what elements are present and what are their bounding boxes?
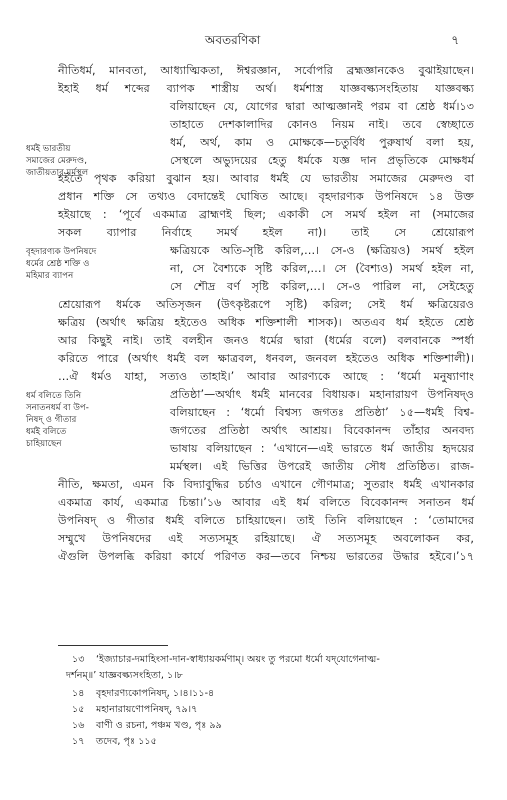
margin-note-line: ধর্মই ভারতীয় — [26, 144, 71, 154]
text-line: নীতি, ক্ষমতা, এমন কি বিদ্যাবুদ্ধির চর্চাও এখানে গৌণমাত্র; সুতরাং ধর্মই এখানকার — [58, 478, 474, 491]
text-line: প্রতিষ্ঠা’—অর্থাৎ ধর্মই মানবের বিধায়ক। মহানারায়ণ উপনিষদ্‌ও — [170, 388, 474, 401]
text-line: ক্ষত্রিয় (অর্থাৎ ক্ষত্রিয় হইতেও অধিক শক্তিশালী শাসক)। অতএব ধর্ম হইতে শ্রেষ্ঠ — [58, 316, 474, 329]
text-line: না, সে বৈশ্যকে সৃষ্টি করিল,…। সে (বৈশ্যও) সমর্থ হইল না, — [170, 262, 474, 275]
margin-note-line: বৃহদারণ্যক উপনিষদে — [26, 247, 97, 257]
page-header — [0, 32, 507, 52]
footnote-text: ‘ইজ্যাচার-দমাহিংসা-দান-স্বাধ্যায়কর্মণাম্। অয়ং তু পরমো ধর্মো যদ্‌যোগেনাত্ম- — [96, 654, 380, 665]
text-line: আর কিছুই নাই। তাই বলহীন জনও ধর্মের দ্বারা (ধর্মের বলে) বলবানকে স্পর্ধা — [58, 334, 474, 347]
text-line: হইতে পৃথক করিয়া বুঝান হয়। আবার ধর্মই যে ভারতীয় সমাজের মেরুদণ্ড বা — [58, 172, 474, 185]
footnote-text: বৃহদারণ্যকোপনিষদ্‌, ১।৪।১১-৪ — [96, 688, 215, 699]
footnote-text: বাণী ও রচনা, পঞ্চম খণ্ড, পৃঃ ৯৯ — [96, 720, 222, 731]
footnote-number: ১৩ — [72, 654, 85, 665]
text-line: ভাষায় বলিয়াছেন : ‘এখানে—এই ভারতে ধর্ম জাতীয় হৃদয়ের — [170, 442, 474, 455]
footnote-divider — [58, 645, 168, 646]
margin-note-line: সমাজের মেরুদণ্ড, — [26, 156, 87, 166]
margin-note-line: সনাতনধর্ম বা উপ- — [26, 403, 89, 413]
text-line: উপনিষদ্‌ ও গীতার ধর্মই বলিতে চাহিয়াছেন। তাই তিনি বলিয়াছেন : ‘তোমাদের — [58, 514, 474, 527]
text-line: বলিয়াছেন যে, যোগের দ্বারা আত্মজ্ঞানই পরম বা শ্রেষ্ঠ ধর্ম।১৩ — [170, 100, 474, 113]
footnote-number: ১৬ — [72, 720, 85, 731]
text-line: করিতে পারে (অর্থাৎ ধর্মই বল ক্ষাত্রবল, ধনবল, জনবল হইতেও অধিক শক্তিশালী)। — [58, 352, 474, 365]
text-line: তাহাতে দেশকালাদির কোনও নিয়ম নাই। তবে স্বেচ্ছাতে — [170, 118, 474, 131]
text-line: ঐগুলি উপলব্ধি করিয়া কার্যে পরিণত কর—তবে নিশ্চয় ভারতের উদ্ধার হইবে।’১৭ — [58, 550, 474, 563]
footnote-text: দর্শনম্‌॥’ যাজ্ঞবল্ক্যসংহিতা, ১।৮ — [66, 670, 183, 681]
text-line: মর্মস্থল। এই ভিত্তির উপরেই জাতীয় সৌধ প্রতিষ্ঠিত। রাজ- — [170, 460, 474, 473]
text-line: ইহাই ধর্ম শব্দের ব্যাপক শাস্ত্রীয় অর্থ। ধর্মশাস্ত্র যাজ্ঞবল্ক্যসংহিতায় যাজ্ঞবল্ক্য — [58, 82, 474, 95]
margin-note — [26, 246, 146, 282]
text-line: …ঐ ধর্মও যাহা, সত্যও তাহাই।’ আবার আরণ্যকে আছে : ‘ধর্মো মনুষ্যাণাং — [58, 370, 474, 383]
margin-note-line: ধর্ম বলিতে তিনি — [26, 391, 82, 401]
footnote-number: ১৪ — [72, 688, 85, 699]
text-line: প্রধান শক্তি সে তথ্যও বেদান্তেই ঘোষিত আছে। বৃহদারণ্যক উপনিষদে ১৪ উক্ত — [58, 190, 474, 203]
text-line: একমাত্র কার্য, একমাত্র চিন্তা।’১৬ আবার এই ধর্ম বলিতে বিবেকানন্দ সনাতন ধর্ম — [58, 496, 474, 509]
footnote-text: তদেব, পৃঃ ১১৫ — [96, 736, 157, 747]
running-title: অবতরণিকা — [205, 33, 261, 47]
text-line: জগতের প্রতিষ্ঠা অর্থাৎ আশ্রয়। বিবেকানন্দ তাঁহার অনবদ্য — [170, 424, 474, 437]
text-line: নীতিধর্ম, মানবতা, আধ্যাত্মিকতা, ঈশ্বরজ্ঞান, সর্বোপরি ব্রহ্মজ্ঞানকেও বুঝাইয়াছেন। — [58, 64, 474, 77]
text-line: ধর্ম, অর্থ, কাম ও মোক্ষকে—চতুর্বিধ পুরুষার্থ বলা হয়, — [170, 136, 474, 149]
text-line: হইয়াছে : ‘পূর্বে একমাত্র ব্রাহ্মণই ছিল; একাকী সে সমর্থ হইল না (সমাজের — [58, 208, 474, 221]
text-line: শ্রেয়োরূপ ধর্মকে অতিসৃজন (উৎকৃষ্টরূপে সৃষ্টি) করিল; সেই ধর্ম ক্ষত্রিয়েরও — [58, 298, 474, 311]
text-line: সেস্থলে অভ্যুদয়ের হেতু ধর্মকে যজ্ঞ দান প্রভৃতিকে মোক্ষধর্ম — [170, 154, 474, 167]
margin-note-line: মহিমার ব্যাপন — [26, 271, 74, 281]
text-line: ক্ষত্রিয়কে অতি-সৃষ্টি করিল,…। সে-ও (ক্ষত্রিয়ও) সমর্থ হইল — [170, 244, 474, 257]
footnote-number: ১৫ — [72, 704, 85, 715]
footnote-text: মহানারায়ণোপনিষদ্‌, ৭৯।৭ — [96, 704, 198, 715]
page-number: ৭ — [451, 33, 459, 47]
margin-note-line: জাতীয়তার মর্মস্থল — [26, 168, 89, 178]
text-line: সম্মুখে উপনিষদের এই সত্যসমূহ রহিয়াছে। ঐ সত্যসমূহ অবলোকন কর, — [58, 532, 474, 545]
text-line: বলিয়াছেন : ‘ধর্মো বিশ্বস্য জগতঃ প্রতিষ্ঠা’ ১৫—ধর্মই বিশ্ব- — [170, 406, 474, 419]
margin-note-line: নিষদ্‌ ও গীতার — [26, 415, 77, 425]
margin-note-line: ধর্মই বলিতে — [26, 427, 67, 437]
margin-note — [26, 390, 146, 450]
margin-note — [26, 143, 146, 179]
footnote-number: ১৭ — [72, 736, 85, 747]
margin-note-line: চাহিয়াছেন — [26, 439, 62, 449]
text-line: সকল ব্যাপার নির্বাহে সমর্থ হইল না)। তাই সে শ্রেয়োরূপ — [58, 226, 474, 239]
text-line: সে শৌদ্র বর্ণ সৃষ্টি করিল,…। সে-ও পারিল না, সেইহেতু — [170, 280, 474, 293]
margin-note-line: ধর্মের শ্রেষ্ঠ শক্তি ও — [26, 259, 90, 269]
